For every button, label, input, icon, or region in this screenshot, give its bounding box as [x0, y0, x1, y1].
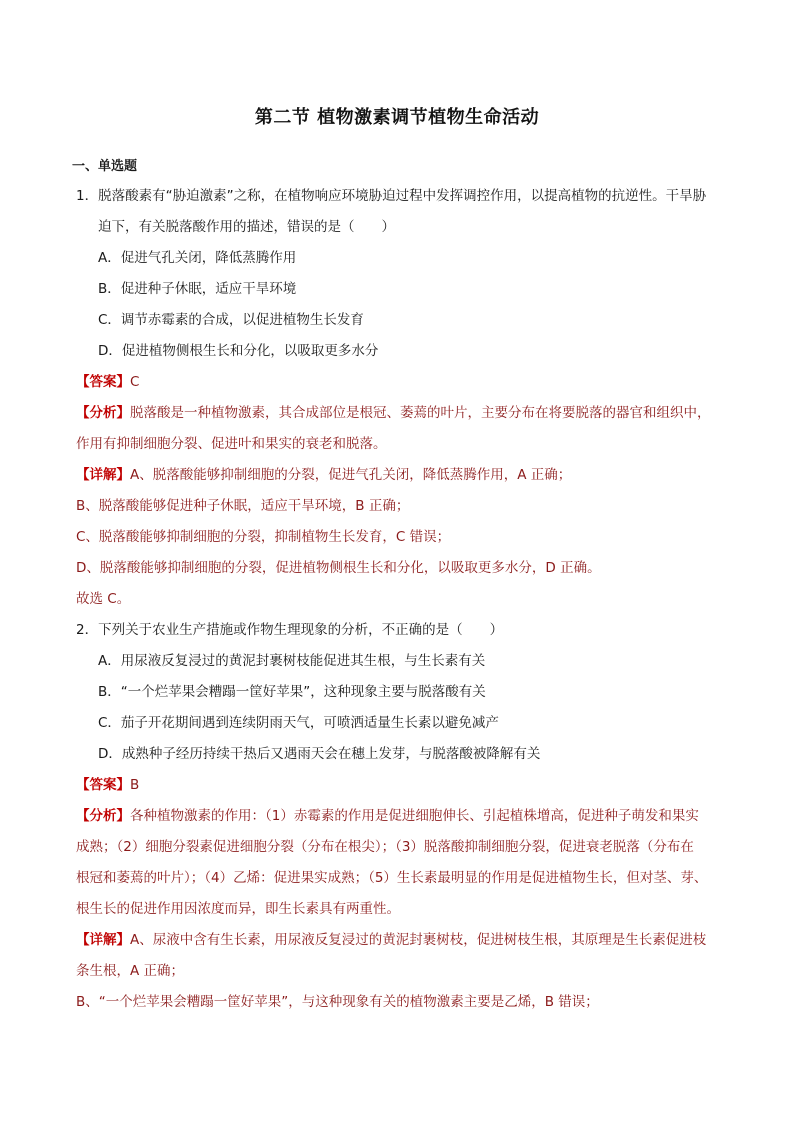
question-1-option-c: C．调节赤霉素的合成，以促进植物生长发育	[98, 312, 364, 328]
detail-tag: 【详解】	[76, 467, 130, 483]
detail-tag: 【详解】	[76, 932, 130, 948]
answer-value: C	[130, 374, 140, 390]
question-2-analysis-line-1	[76, 807, 699, 825]
question-1-option-d: D．促进植物侧根生长和分化，以吸取更多水分	[98, 343, 379, 359]
question-2-analysis-line-4: 根生长的促进作用因浓度而异，即生长素具有两重性。	[76, 901, 400, 917]
question-2-analysis-line-3: 根冠和萎蔫的叶片）；（4）乙烯：促进果实成熟；（5）生长素最明显的作用是促进植物生长，但对茎、芽、	[76, 870, 708, 886]
question-1-detail-line-1	[76, 466, 571, 484]
question-1-analysis-line-1	[76, 404, 711, 422]
question-1-option-a: A．促进气孔关闭，降低蒸腾作用	[98, 250, 297, 266]
question-2-line-1: 2．下列关于农业生产措施或作物生理现象的分析，不正确的是（ ）	[76, 622, 504, 638]
question-1-line-1: 1．脱落酸素有“胁迫激素”之称，在植物响应环境胁迫过程中发挥调控作用，以提高植物的抗逆性。干旱胁	[76, 188, 707, 204]
question-2-option-b: B．“一个烂苹果会糟蹋一筐好苹果”，这种现象主要与脱落酸有关	[98, 684, 486, 700]
answer-tag: 【答案】	[76, 777, 130, 793]
question-1-detail-line-3: C、脱落酸能够抑制细胞的分裂，抑制植物生长发育，C 错误；	[76, 529, 451, 545]
question-2-option-d: D．成熟种子经历持续干热后又遇雨天会在穗上发芽，与脱落酸被降解有关	[98, 746, 541, 762]
question-1-detail-line-2: B、脱落酸能够促进种子休眠，适应干旱环境，B 正确；	[76, 498, 410, 514]
page-title: 第二节 植物激素调节植物生命活动	[254, 107, 540, 128]
analysis-text: 各种植物激素的作用：（1）赤霉素的作用是促进细胞伸长、引起植株增高，促进种子萌发和果实	[130, 808, 699, 824]
analysis-tag: 【分析】	[76, 808, 130, 824]
question-1-option-b: B．促进种子休眠，适应干旱环境	[98, 281, 297, 297]
question-2-answer	[76, 776, 139, 794]
question-2-option-c: C．茄子开花期间遇到连续阴雨天气，可喷洒适量生长素以避免减产	[98, 715, 499, 731]
answer-tag: 【答案】	[76, 374, 130, 390]
analysis-text: 脱落酸是一种植物激素，其合成部位是根冠、萎蔫的叶片，主要分布在将要脱落的器官和组织中，	[130, 405, 711, 421]
question-2-detail-line-2: 条生根，A 正确；	[76, 963, 185, 979]
detail-text: A、脱落酸能够抑制细胞的分裂，促进气孔关闭，降低蒸腾作用，A 正确；	[130, 467, 572, 483]
question-1-conclusion: 故选 C。	[76, 591, 131, 607]
analysis-tag: 【分析】	[76, 405, 130, 421]
question-2-option-a: A．用尿液反复浸过的黄泥封裹树枝能促进其生根，与生长素有关	[98, 653, 486, 669]
question-2-detail-line-1	[76, 931, 706, 949]
question-1-analysis-line-2: 作用有抑制细胞分裂、促进叶和果实的衰老和脱落。	[76, 436, 387, 452]
question-2-analysis-line-2: 成熟；（2）细胞分裂素促进细胞分裂（分布在根尖）；（3）脱落酸抑制细胞分裂，促进衰老脱落（分布在	[76, 839, 694, 855]
question-2-detail-line-3: B、“一个烂苹果会糟蹋一筐好苹果”，与这种现象有关的植物激素主要是乙烯，B 错误；	[76, 994, 599, 1010]
question-1-answer	[76, 373, 139, 391]
question-1-detail-line-4: D、脱落酸能够抑制细胞的分裂，促进植物侧根生长和分化，以吸取更多水分，D 正确。	[76, 560, 601, 576]
section-heading: 一、单选题	[72, 159, 138, 174]
question-1-line-2: 迫下，有关脱落酸作用的描述，错误的是（ ）	[98, 219, 395, 235]
answer-value: B	[130, 777, 140, 793]
detail-text: A、尿液中含有生长素，用尿液反复浸过的黄泥封裹树枝，促进树枝生根，其原理是生长素促进枝	[130, 932, 707, 948]
